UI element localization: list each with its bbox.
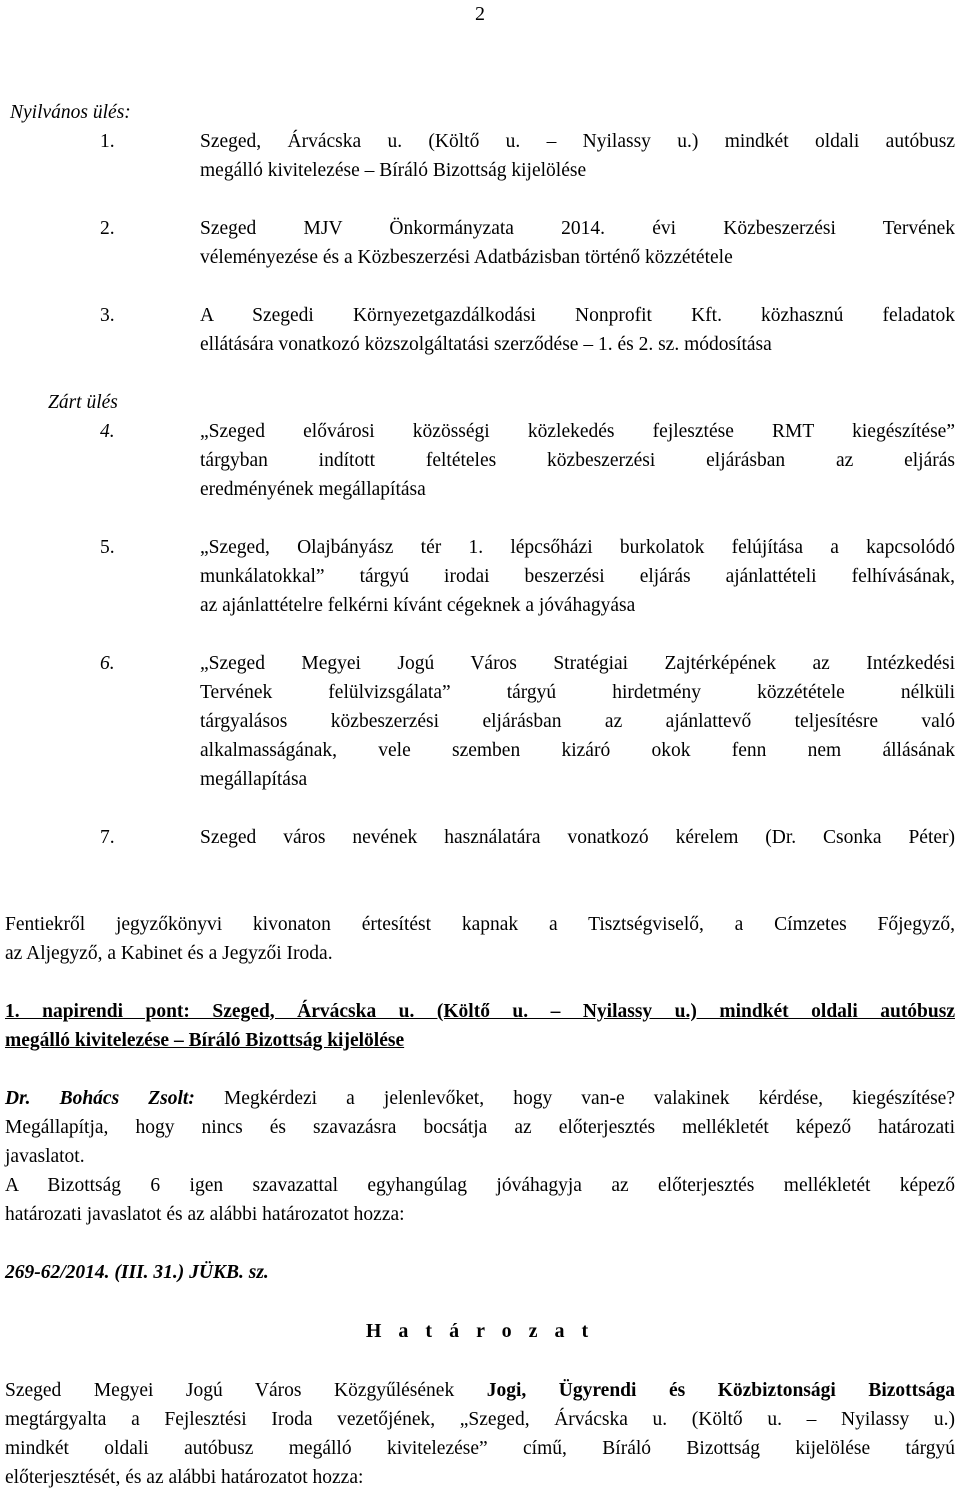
discussion-line: határozati javaslatot és az alábbi határozatot hozza: bbox=[5, 1204, 405, 1225]
discussion-line: A Bizottság 6 igen szavazattal egyhangúlag jóváhagyja az előterjesztés mellékletét képező bbox=[5, 1175, 955, 1196]
item-line: megálló kivitelezése – Bíráló Bizottság kijelölése bbox=[200, 160, 587, 181]
item-line: munkálatokkal” tárgyú irodai beszerzési eljárás ajánlattételi felhívásának, bbox=[200, 566, 955, 587]
item-line: megállapítása bbox=[200, 769, 308, 790]
item-line: tárgyalásos közbeszerzési eljárásban az ajánlattevő teljesítésre való bbox=[200, 711, 955, 732]
item-line: Tervének felülvizsgálata” tárgyú hirdetmény közzététele nélküli bbox=[200, 682, 955, 703]
committee-name: Jogi, Ügyrendi és Közbiztonsági Bizottsága bbox=[486, 1380, 955, 1401]
item-line: alkalmasságának, vele szemben kizáró okok fenn nem állásának bbox=[200, 740, 955, 761]
item-line: A Szegedi Környezetgazdálkodási Nonprofit Kft. közhasznú feladatok bbox=[200, 305, 955, 326]
item-number: 3. bbox=[100, 305, 115, 326]
resolution-line: előterjesztését, és az alábbi határozatot hozza: bbox=[5, 1467, 364, 1488]
item-line: Szeged város nevének használatára vonatkozó kérelem (Dr. Csonka Péter) bbox=[200, 827, 955, 848]
public-session-heading: Nyilvános ülés: bbox=[10, 102, 131, 123]
notice-line: az Aljegyző, a Kabinet és a Jegyzői Iroda. bbox=[5, 943, 333, 964]
discussion-line: Megállapítja, hogy nincs és szavazásra bocsátja az előterjesztés mellékletét képező határozati bbox=[5, 1117, 955, 1138]
item-line: Szeged MJV Önkormányzata 2014. évi Közbeszerzési Tervének bbox=[200, 218, 955, 239]
item-line: tárgyban indított feltételes közbeszerzési eljárásban az eljárás bbox=[200, 450, 955, 471]
item-line: „Szeged elővárosi közösségi közlekedés fejlesztése RMT kiegészítése” bbox=[200, 421, 955, 442]
discussion-line: javaslatot. bbox=[5, 1146, 85, 1167]
item-line: az ajánlattételre felkérni kívánt cégeknek a jóváhagyása bbox=[200, 595, 636, 616]
agenda-point-heading: megálló kivitelezése – Bíráló Bizottság kijelölése bbox=[5, 1030, 405, 1051]
item-line: eredményének megállapítása bbox=[200, 479, 426, 500]
discussion-text: Megkérdezi a jelenlevőket, hogy van-e valakinek kérdése, kiegészítése? bbox=[194, 1088, 955, 1109]
item-line: ellátására vonatkozó közszolgáltatási szerződése – 1. és 2. sz. módosítása bbox=[200, 334, 772, 355]
resolution-line: megtárgyalta a Fejlesztési Iroda vezetőjének, „Szeged, Árvácska u. (Költő u. – Nyilassy u.) bbox=[5, 1409, 955, 1430]
item-number: 4. bbox=[100, 421, 115, 442]
item-number: 7. bbox=[100, 827, 115, 848]
item-number: 6. bbox=[100, 653, 115, 674]
discussion-line bbox=[5, 1084, 955, 1113]
item-line: Szeged, Árvácska u. (Költő u. – Nyilassy u.) mindkét oldali autóbusz bbox=[200, 131, 955, 152]
resolution-number: 269-62/2014. (III. 31.) JÜKB. sz. bbox=[5, 1262, 269, 1283]
page-number: 2 bbox=[475, 3, 485, 25]
item-line: véleményezése és a Közbeszerzési Adatbázisban történő közzététele bbox=[200, 247, 733, 268]
item-number: 2. bbox=[100, 218, 115, 239]
closed-session-heading: Zárt ülés bbox=[48, 392, 118, 413]
notice-line: Fentiekről jegyzőkönyvi kivonaton értesítést kapnak a Tisztségviselő, a Címzetes Főjegyző, bbox=[5, 914, 955, 935]
item-line: „Szeged, Olajbányász tér 1. lépcsőházi burkolatok felújítása a kapcsolódó bbox=[200, 537, 955, 558]
speaker-name: Dr. Bohács Zsolt: bbox=[5, 1088, 195, 1109]
agenda-point-heading: 1. napirendi pont: Szeged, Árvácska u. (Költő u. – Nyilassy u.) mindkét oldali autóbusz bbox=[5, 1001, 955, 1022]
item-number: 5. bbox=[100, 537, 115, 558]
resolution-line bbox=[5, 1376, 955, 1405]
resolution-line: mindkét oldali autóbusz megálló kivitelezése” című, Bíráló Bizottság kijelölése tárgyú bbox=[5, 1438, 955, 1459]
resolution-heading: H a t á r o z a t bbox=[365, 1320, 595, 1342]
resolution-text: Szeged Megyei Jogú Város Közgyűlésének bbox=[5, 1380, 487, 1401]
item-line: „Szeged Megyei Jogú Város Stratégiai Zajtérképének az Intézkedési bbox=[200, 653, 955, 674]
item-number: 1. bbox=[100, 131, 115, 152]
